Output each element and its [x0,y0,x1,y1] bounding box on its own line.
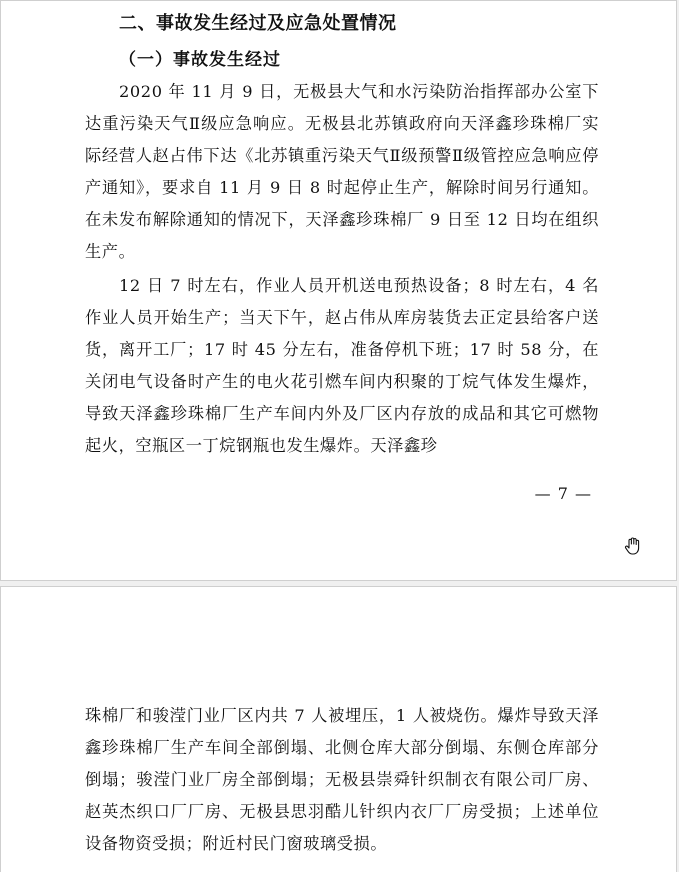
hand-cursor-icon [623,536,643,556]
section-heading: 二、事故发生经过及应急处置情况 [119,13,397,34]
subsection-heading: （一）事故发生经过 [119,50,281,70]
paragraph: 珠棉厂和骏滢门业厂区内共 7 人被埋压，1 人被烧伤。爆炸导致天泽鑫珍珠棉厂生产车间全部倒塌、北侧仓库大部分倒塌、东侧仓库部分倒塌；骏滢门业厂房全部倒塌；无极县崇舜针织制衣有限公司厂房、赵英杰织口厂厂房、无极县思羽酷儿针织内衣厂厂房受损；上述单位设备物资受损；附近村民门窗玻璃受损。 [85,706,599,853]
document-page-8 [0,586,677,872]
page-number: — 7 — [534,484,592,503]
paragraph: 12 日 7 时左右，作业人员开机送电预热设备；8 时左右，4 名作业人员开始生产；当天下午，赵占伟从库房装货去正定县给客户送货，离开工厂；17 时 45 分左右，准备停机下班；17 时 58 分，在关闭电气设备时产生的电火花引燃车间内积聚的丁烷气体发生爆炸，导致天泽鑫珍珠棉厂生产车间内外及厂区内存放的成品和其它可燃物起火，空瓶区一丁烷钢瓶也发生爆炸。天泽鑫珍 [85,276,599,455]
paragraph: 2020 年 11 月 9 日，无极县大气和水污染防治指挥部办公室下达重污染天气Ⅱ级应急响应。无极县北苏镇政府向天泽鑫珍珠棉厂实际经营人赵占伟下达《北苏镇重污染天气Ⅱ级预警Ⅱ级管控应急响应停产通知》，要求自 11 月 9 日 8 时起停止生产，解除时间另行通知。在未发布解除通知的情况下，天泽鑫珍珠棉厂 9 日至 12 日均在组织生产。 [85,82,599,261]
page-content [85,13,599,462]
page-content [85,700,599,860]
